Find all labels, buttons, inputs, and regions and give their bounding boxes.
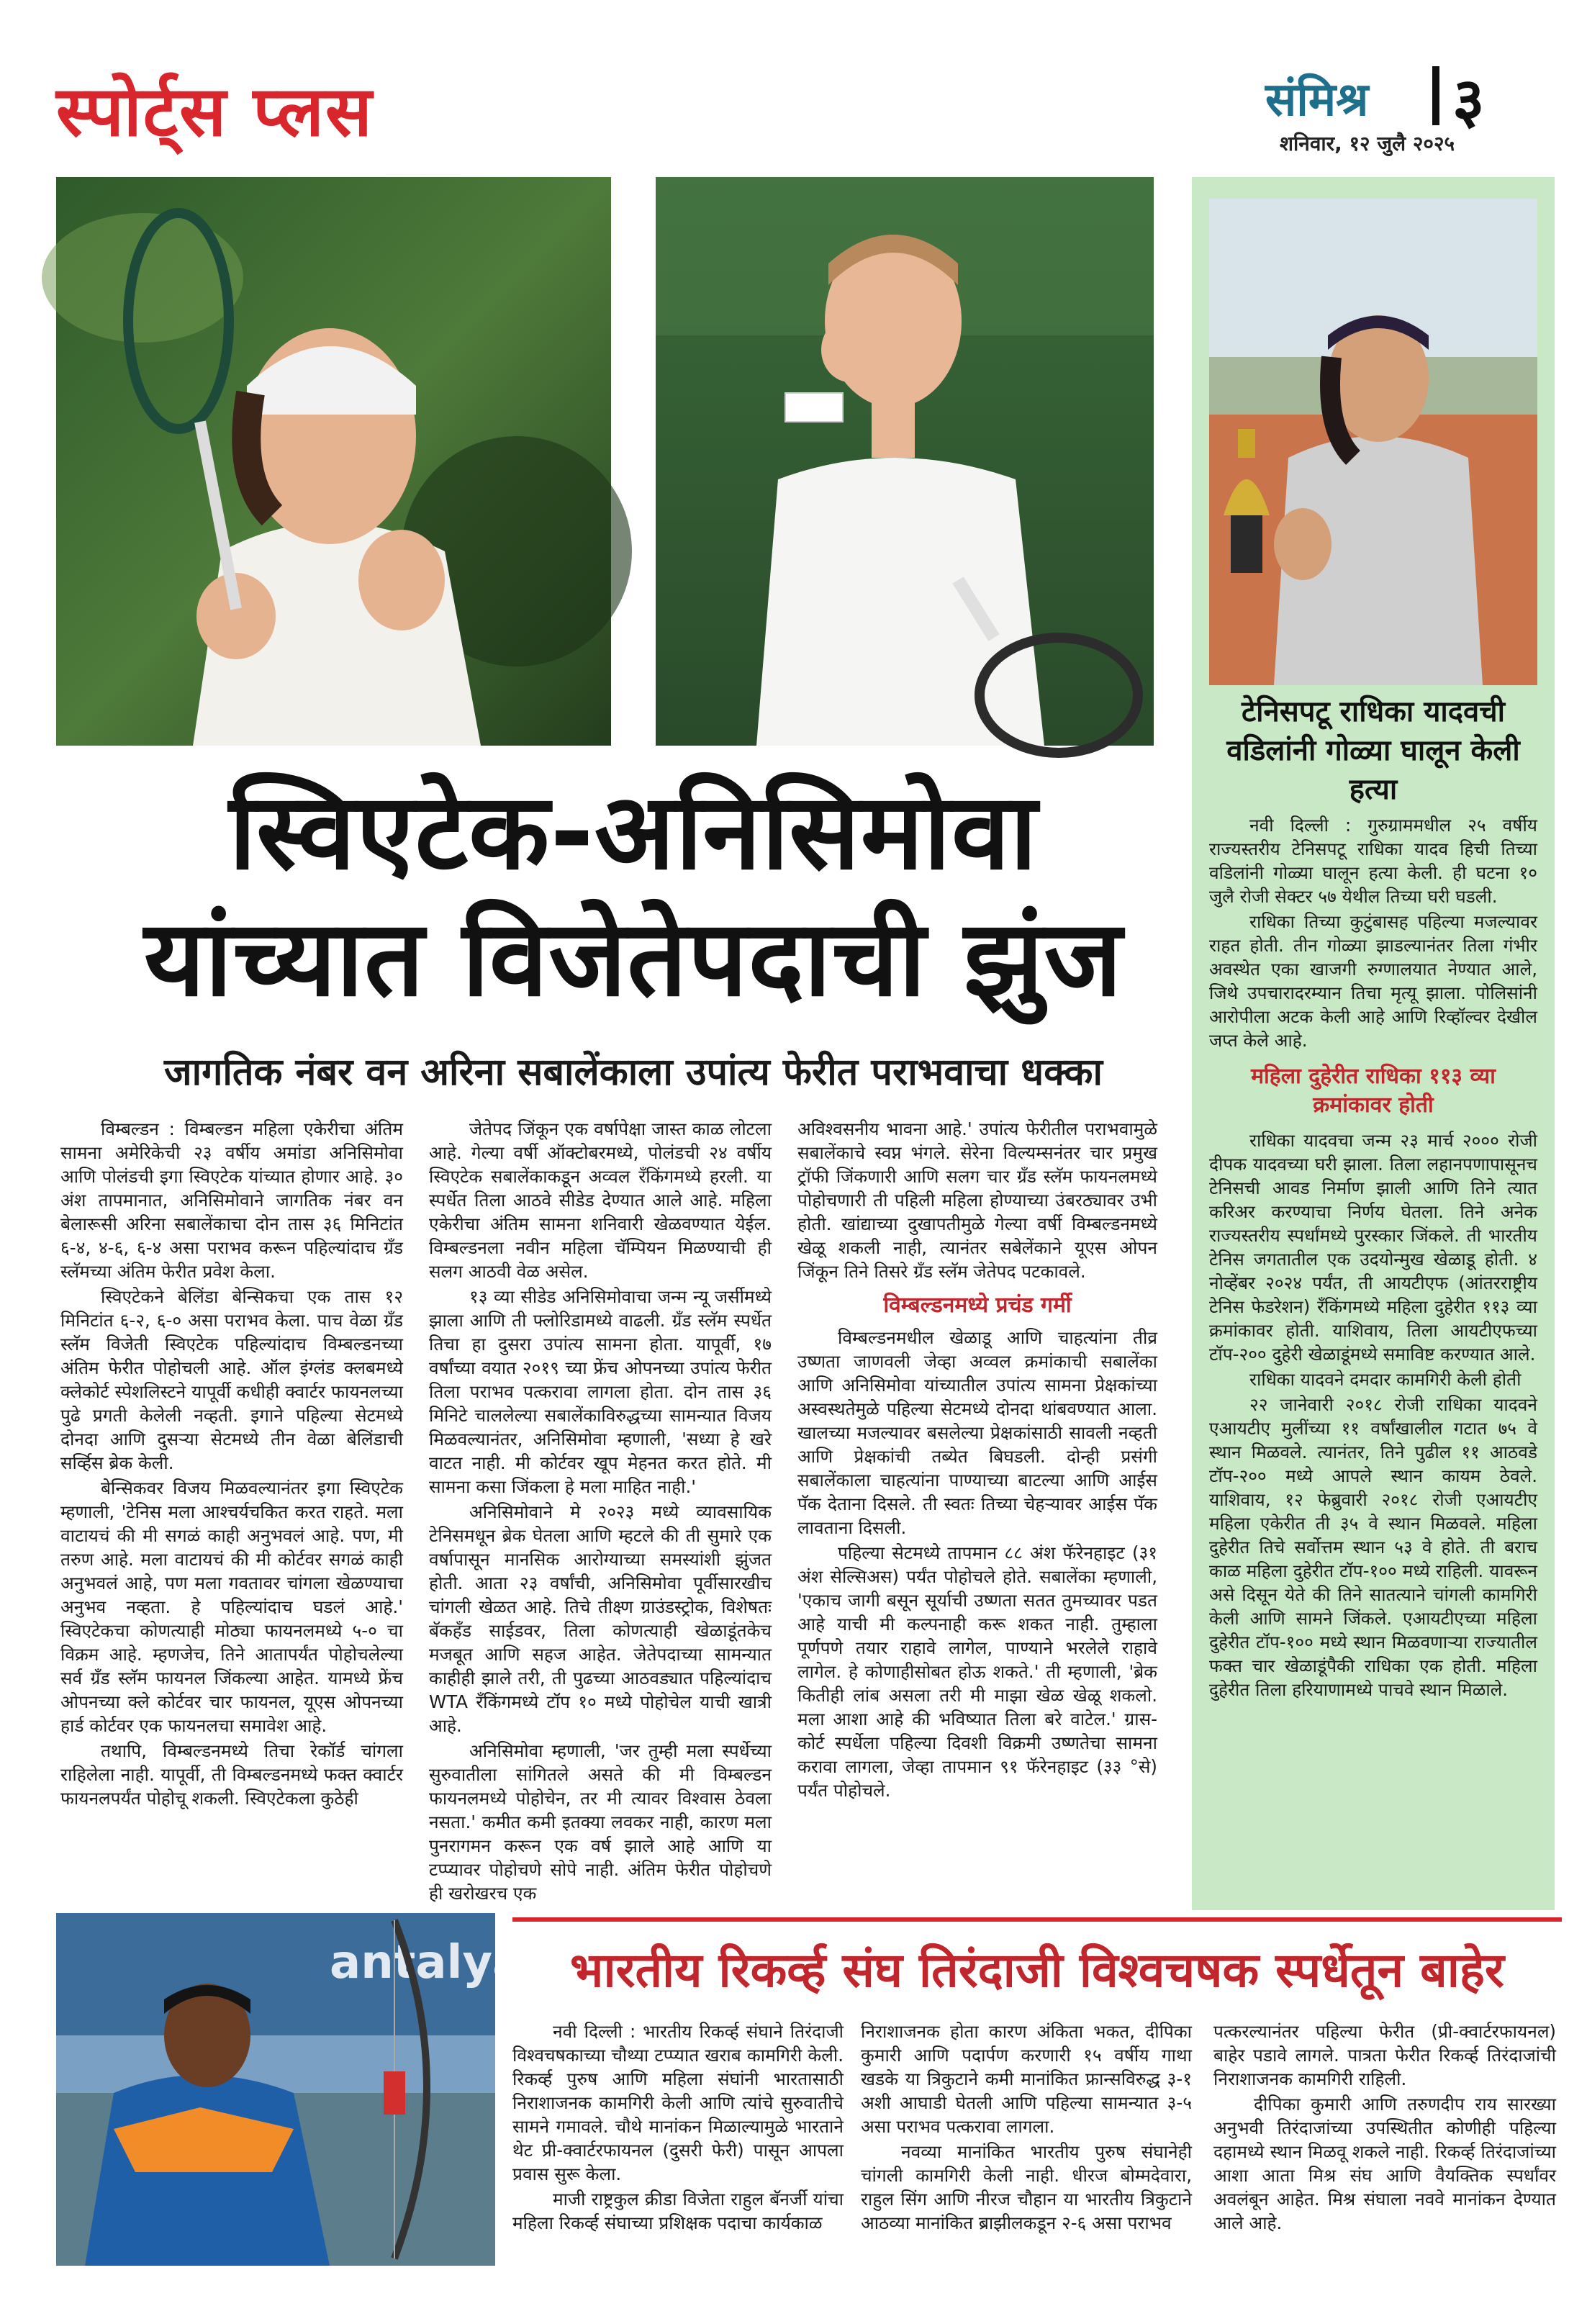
lead-paragraph: विम्बल्डन : विम्बल्डन महिला एकेरीचा अंतिम सामना अमेरिकेची २३ वर्षीय अमांडा अनिसिमोवा आणि पोलंडची इगा स्विएटेक यांच्यात होणार आहे. ३० अंश तापमानात, अनिसिमोवाने जागतिक नंबर वन बेलारूसी अरिना सबालेंकाचा दोन तास ३६ मिनिटांत ६-४, ४-६, ६-४ असा पराभव करून पहिल्यांदाच ग्रँड स्लॅमच्या अंतिम फेरीत प्रवेश केला. bbox=[60, 1118, 403, 1282]
lead-headline-line2: यांच्यात विजेतेपदाची झुंज bbox=[144, 898, 1123, 1020]
bottom-paragraph: पत्करल्यानंतर पहिल्या फेरीत (प्री-क्वार्टरफायनल) बाहेर पडावे लागले. पात्रता फेरीत रिकर्व्ह तिरंदाजांची निराशाजनक कामगिरी राहिली. bbox=[1213, 2021, 1556, 2089]
sidebar-paragraph: नवी दिल्ली : गुरुग्राममधील २५ वर्षीय राज्यस्तरीय टेनिसपटू राधिका यादव हिची तिच्या वडिलांनी गोळ्या घालून हत्या केली. ही घटना १० जुलै रोजी सेक्टर ५७ येथील तिच्या घरी घडली. bbox=[1209, 815, 1537, 907]
lead-paragraph: अनिसिमोवाने मे २०२३ मध्ये व्यावसायिक टेनिसमधून ब्रेक घेतला आणि म्हटले की ती सुमारे एक वर्षापासून मानसिक आरोग्याच्या समस्यांशी झुंजत होती. आता २३ वर्षांची, अनिसिमोवा पूर्वीसारखीच चांगली खेळत आहे. तिचे तीक्ष्ण ग्राउंडस्ट्रोक, विशेषतः बॅकहँड साईडवर, तिला कोणत्याही खेळाडूंतकेच मजबूत आणि सहज आहेत. जेतेपदाच्या सामन्यात काहीही झाले तरी, ती पुढच्या आठवड्यात पहिल्यांदाच WTA रँकिंगमध्ये टॉप १० मध्ये पोहोचेल याची खात्री आहे. bbox=[429, 1501, 772, 1736]
lead-subhead: जागतिक नंबर वन अरिना सबालेंकाला उपांत्य फेरीत पराभवाचा धक्का bbox=[164, 1051, 1103, 1094]
sidebar-paragraph: राधिका तिच्या कुटुंबासह पहिल्या मजल्यावर राहत होती. तीन गोळ्या झाडल्यानंतर तिला गंभीर अवस्थेत एका खाजगी रुग्णालयात नेण्यात आले, जिथे उपचारादरम्यान तिचा मृत्यू झाला. पोलिसांनी आरोपीला अटक केली आहे आणि रिव्हॉल्वर देखील जप्त केले आहे. bbox=[1209, 911, 1537, 1051]
bottom-paragraph: निराशाजनक होता कारण अंकिता भकत, दीपिका कुमारी आणि पदार्पण करणारी १५ वर्षीय गाथा खडके या त्रिकुटाने कमी मानांकित फ्रान्सविरुद्ध ३-१ अशी आघाडी घेतली आणि पहिल्या सामन्यात ३-५ असा पराभव पत्करावा लागला. bbox=[861, 2021, 1192, 2137]
lead-paragraph: तथापि, विम्बल्डनमध्ये तिचा रेकॉर्ड चांगला राहिलेला नाही. यापूर्वी, ती विम्बल्डनमध्ये फक्त क्वार्टर फायनलपर्यंत पोहोचू शकली. स्विएटेकला कुठेही bbox=[60, 1740, 403, 1809]
bottom-column-1 bbox=[512, 2020, 844, 2236]
lead-column-1 bbox=[60, 1117, 403, 1812]
lead-paragraph: बेन्सिकवर विजय मिळवल्यानंतर इगा स्विएटेक म्हणाली, 'टेनिस मला आश्चर्यचकित करत राहते. मला वाटायचं की मी सगळं काही अनुभवलं आहे. पण, मी तरुण आहे. मला वाटायचं की मी कोर्टवर सगळं काही अनुभवलं आहे, पण मला गवतावर चांगला खेळण्याचा अनुभव नव्हता. हे पहिल्यांदाच घडलं आहे.' स्विएटेकचा कोणत्याही मोठ्या फायनलमध्ये ५-० चा विक्रम आहे. म्हणजेच, तिने आतापर्यंत पोहोचलेल्या सर्व ग्रँड स्लॅम फायनल जिंकल्या आहेत. यामध्ये फ्रेंच ओपनच्या क्ले कोर्टवर चार फायनल, यूएस ओपनच्या हार्ड कोर्टवर एक फायनलचा समावेश आहे. bbox=[60, 1478, 403, 1736]
anisimova-photo bbox=[56, 177, 611, 746]
swiatek-photo bbox=[656, 177, 1154, 746]
sidebar-paragraph: राधिका यादवचा जन्म २३ मार्च २००० रोजी दीपक यादवच्या घरी झाला. तिला लहानपणापासूनच टेनिसची आवड निर्माण झाली आणि तिने त्यात करिअर करण्याचा निर्णय घेतला. तिने अनेक राज्यस्तरीय स्पर्धांमध्ये पुरस्कार जिंकले. ती भारतीय टेनिस जगतातील एक उदयोन्मुख खेळाडू होती. ४ नोव्हेंबर २०२४ पर्यंत, ती आयटीएफ (आंतरराष्ट्रीय टेनिस फेडरेशन) रँकिंगमध्ये महिला दुहेरीत ११३ व्या क्रमांकावर होती. याशिवाय, तिला आयटीएफच्या टॉप-२०० दुहेरी खेळाडूंमध्ये समाविष्ट करण्यात आले. bbox=[1209, 1130, 1537, 1365]
page-number: ३ bbox=[1452, 65, 1485, 137]
lead-paragraph: जेतेपद जिंकून एक वर्षापेक्षा जास्त काळ लोटला आहे. गेल्या वर्षी ऑक्टोबरमध्ये, पोलंडची २४ वर्षीय स्विएटेक सबालेंकाकडून अव्वल रँकिंगमध्ये हरली. या स्पर्धेत तिला आठवे सीडेड देण्यात आले आहे. महिला एकेरीचा अंतिम सामना शनिवारी खेळवण्यात येईल. विम्बल्डनला नवीन महिला चॅम्पियन मिळण्याची ही सलग आठवी वेळ असेल. bbox=[429, 1118, 772, 1282]
lead-column-3 bbox=[797, 1117, 1157, 1804]
lead-paragraph: अनिसिमोवा म्हणाली, 'जर तुम्ही मला स्पर्धेच्या सुरुवातीला सांगितले असते की मी विम्बल्डन फायनलमध्ये पोहोचेन, तर मी त्यावर विश्वास ठेवला नसता.' कमीत कमी इतक्या लवकर नाही, कारण मला पुनरागमन करून एक वर्ष झाले आहे आणि या टप्प्यावर पोहोचणे सोपे नाही. अंतिम फेरीत पोहोचणे ही खरोखरच एक bbox=[429, 1740, 772, 1904]
bottom-paragraph: नवी दिल्ली : भारतीय रिकर्व्ह संघाने तिरंदाजी विश्वचषकाच्या चौथ्या टप्प्यात खराब कामगिरी केली. रिकर्व्ह पुरुष आणि महिला संघांनी भारतासाठी निराशाजनक कामगिरी केली आणि त्यांचे सुरुवातीचे सामने गमावले. चौथे मानांकन मिळाल्यामुळे भारताने थेट प्री-क्वार्टरफायनल (दुसरी फेरी) पासून आपला प्रवास सुरू केला. bbox=[512, 2021, 844, 2184]
bottom-column-3 bbox=[1213, 2020, 1556, 2236]
sidebar-paragraph: राधिका यादवने दमदार कामगिरी केली होती bbox=[1249, 1369, 1522, 1390]
bottom-paragraph: नवव्या मानांकित भारतीय पुरुष संघानेही चांगली कामगिरी केली नाही. धीरज बोम्मदेवारा, राहुल सिंग आणि नीरज चौहान या भारतीय त्रिकुटाने आठव्या मानांकित ब्राझीलकडून २-६ असा पराभव bbox=[861, 2141, 1192, 2233]
sidebar-subhead: महिला दुहेरीत राधिका ११३ व्या क्रमांकावर होती bbox=[1251, 1064, 1496, 1118]
bottom-paragraph: माजी राष्ट्रकुल क्रीडा विजेता राहुल बॅनर्जी यांचा महिला रिकर्व्ह संघाच्या प्रशिक्षक पदाचा कार्यकाळ bbox=[512, 2189, 844, 2233]
dateline: शनिवार, १२ जुलै २०२५ bbox=[1280, 132, 1455, 155]
sidebar-headline: टेनिसपटू राधिका यादवची वडिलांनी गोळ्या घालून केली हत्या bbox=[1226, 695, 1520, 806]
section-name: संमिश्र bbox=[1265, 73, 1369, 127]
lead-column-2 bbox=[429, 1117, 772, 1907]
page-separator bbox=[1432, 66, 1439, 125]
lead-headline bbox=[72, 769, 1195, 1022]
sidebar-paragraph: २२ जानेवारी २०१८ रोजी राधिका यादवने एआयटीए मुलींच्या ११ वर्षांखालील गटात ७५ वे स्थान मिळवले. त्यानंतर, तिने पुढील ११ आठवडे टॉप-२०० मध्ये आपले स्थान कायम ठेवले. याशिवाय, १२ फेब्रुवारी २०१८ रोजी एआयटीए महिला एकेरीत ती ३५ वे स्थान मिळवले. महिला दुहेरीत तिचे सर्वोत्तम स्थान ५३ वे होते. ती बराच काळ महिला दुहेरीत टॉप-१०० मध्ये राहिली. यावरून असे दिसून येते की तिने सातत्याने चांगली कामगिरी केली आणि सामने जिंकले. एआयटीएच्या महिला दुहेरीत टॉप-१०० मध्ये स्थान मिळवणाऱ्या राज्यातील फक्त चार खेळाडूंपैकी राधिका एक होती. महिला दुहेरीत तिला हरियाणामध्ये पाचवे स्थान मिळाले. bbox=[1209, 1394, 1537, 1700]
lead-paragraph: विम्बल्डनमधील खेळाडू आणि चाहत्यांना तीव्र उष्णता जाणवली जेव्हा अव्वल क्रमांकाची सबालेंका आणि अनिसिमोवा यांच्यातील उपांत्य सामना प्रेक्षकांच्या अस्वस्थतेमुळे पहिल्या सेटमध्ये दोनदा थांबवण्यात आला. खालच्या मजल्यावर बसलेल्या प्रेक्षकांसाठी सावली नव्हती आणि प्रेक्षकांची तब्येत बिघडली. दोन्ही प्रसंगी सबालेंकाला चाहत्यांना पाण्याच्या बाटल्या आणि आईस पॅक देताना दिसले. ती स्वतः तिच्या चेहऱ्यावर आईस पॅक लावताना दिसली. bbox=[797, 1327, 1157, 1538]
lead-column-subhead: विम्बल्डनमध्ये प्रचंड गर्मी bbox=[883, 1293, 1072, 1318]
lead-paragraph: अविश्वसनीय भावना आहे.' उपांत्य फेरीतील पराभवामुळे सबालेंकाचे स्वप्न भंगले. सेरेना विल्यम्सनंतर चार प्रमुख ट्रॉफी जिंकणारी आणि सलग चार ग्रँड स्लॅम फायनलमध्ये पोहोचणारी ती पहिली महिला होण्याच्या उंबरठ्यावर उभी होती. खांद्याच्या दुखापतीमुळे गेल्या वर्षी विम्बल्डनमध्ये खेळू शकली नाही, त्यानंतर सबेलेंकाने यूएस ओपन जिंकून तिने तिसरे ग्रँड स्लॅम जेतेपद पटकावले. bbox=[797, 1118, 1157, 1282]
archery-photo bbox=[56, 1913, 524, 2266]
masthead-title: स्पोर्ट्स प्लस bbox=[56, 71, 374, 152]
bottom-paragraph: दीपिका कुमारी आणि तरुणदीप राय सारख्या अनुभवी तिरंदाजांच्या उपस्थितीत कोणीही पहिल्या दहामध्ये स्थान मिळवू शकले नाही. रिकर्व्ह तिरंदाजांच्या आशा आता मिश्र संघ आणि वैयक्तिक स्पर्धांवर अवलंबून आहेत. मिश्र संघाला नववे मानांकन देण्यात आले आहे. bbox=[1213, 2094, 1556, 2233]
lead-paragraph: स्विएटेकने बेलिंडा बेन्सिकचा एक तास १२ मिनिटांत ६-२, ६-० असा पराभव केला. पाच वेळा ग्रँड स्लॅम विजेती स्विएटेक पहिल्यांदाच विम्बल्डनच्या अंतिम फेरीत पोहोचली आहे. ऑल इंग्लंड क्लबमध्ये क्लेकोर्ट स्पेशलिस्टने यापूर्वी कधीही क्वार्टर फायनलच्या पुढे प्रगती केलेली नव्हती. इगाने पहिल्या सेटमध्ये दोनदा आणि दुसऱ्या सेटमध्ये तीन वेळा बेलिंडाची सर्व्हिस ब्रेक केली. bbox=[60, 1286, 403, 1473]
sidebar-body bbox=[1209, 813, 1537, 1703]
bottom-story-rule bbox=[512, 1917, 1562, 1922]
lead-headline-line1: स्विएटेक-अनिसिमोवा bbox=[229, 771, 1038, 893]
radhika-photo bbox=[1209, 199, 1537, 685]
sidebar-panel bbox=[1192, 177, 1555, 1910]
lead-paragraph: १३ व्या सीडेड अनिसिमोवाचा जन्म न्यू जर्सीमध्ये झाला आणि ती फ्लोरिडामध्ये वाढली. ग्रँड स्लॅम स्पर्धेत तिचा हा दुसरा उपांत्य सामना होता. यापूर्वी, १७ वर्षांच्या वयात २०१९ च्या फ्रेंच ओपनच्या उपांत्य फेरीत तिला पराभव पत्करावा लागला होता. दोन तास ३६ मिनिटे चाललेल्या सबालेंकाविरुद्धच्या सामन्यात विजय मिळवल्यानंतर, अनिसिमोवा म्हणाली, 'सध्या हे खरे वाटत नाही. मी कोर्टवर खूप मेहनत करत होते. मी सामना कसा जिंकला हे मला माहित नाही.' bbox=[429, 1286, 772, 1497]
bottom-headline: भारतीय रिकर्व्ह संघ तिरंदाजी विश्वचषक स्पर्धेतून बाहेर bbox=[570, 1943, 1504, 1998]
lead-paragraph: पहिल्या सेटमध्ये तापमान ८८ अंश फॅरेनहाइट (३१ अंश सेल्सिअस) पर्यंत पोहोचले होते. सबालेंका म्हणाली, 'एकाच जागी बसून सूर्याची उष्णता सतत तुमच्यावर पडत आहे याची मी कल्पनाही करू शकत नाही. तुम्हाला पूर्णपणे तयार राहावे लागेल, पाण्याने भरलेले राहावे लागेल. हे कोणाहीसोबत होऊ शकते.' ती म्हणाली, 'ब्रेक कितीही लांब असला तरी मी माझा खेळ खेळू शकलो. मला आशा आहे की भविष्यात तिला बरे वाटेल.' ग्रास-कोर्ट स्पर्धेला पहिल्या दिवशी विक्रमी उष्णतेचा सामना करावा लागला, जेव्हा तापमान ९१ फॅरेनहाइट (३३ °से) पर्यंत पोहोचले. bbox=[797, 1542, 1157, 1801]
banner-text: antalya bbox=[330, 1936, 524, 1989]
bottom-column-2 bbox=[861, 2020, 1192, 2236]
